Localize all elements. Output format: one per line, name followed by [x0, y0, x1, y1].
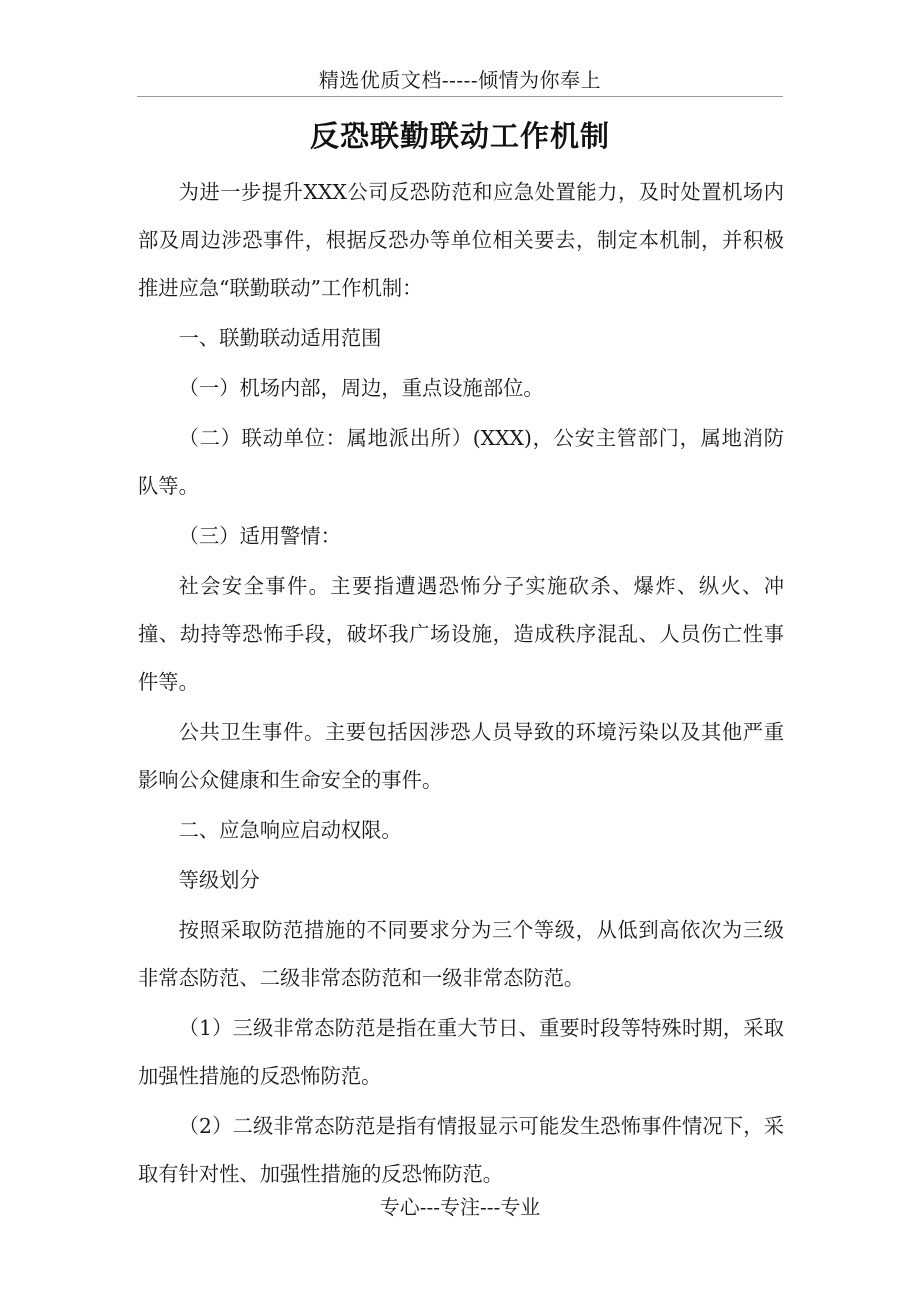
- page-header: 精选优质文档-----倾情为你奉上: [318, 68, 602, 92]
- paragraph-public-health: 公共卫生事件。主要包括因涉恐人员导致的环境污染以及其他严重影响公众健康和生命安全的事件。: [138, 720, 784, 792]
- section-heading-scope: 一、联勤联动适用范围: [178, 326, 382, 350]
- page-footer: 专心---专注---专业: [379, 1195, 541, 1219]
- section-heading-response: 二、应急响应启动权限。: [178, 818, 402, 842]
- paragraph-intro: 为进一步提升XXX公司反恐防范和应急处置能力，及时处置机场内部及周边涉恐事件，根据反恐办等单位相关要去，制定本机制，并积极推进应急“联勤联动”工作机制：: [138, 180, 784, 300]
- paragraph-scope-3: （三）适用警情：: [178, 524, 341, 548]
- document-body: [138, 168, 784, 1200]
- paragraph-level-2: （2）二级非常态防范是指有情报显示可能发生恐怖事件情况下，采取有针对性、加强性措施的反恐怖防范。: [138, 1114, 784, 1186]
- paragraph-levels: 按照采取防范措施的不同要求分为三个等级，从低到高依次为三级非常态防范、二级非常态防范和一级非常态防范。: [138, 918, 784, 990]
- paragraph-social-security: 社会安全事件。主要指遭遇恐怖分子实施砍杀、爆炸、纵火、冲撞、劫持等恐怖手段，破坏我广场设施，造成秩序混乱、人员伤亡性事件等。: [138, 574, 784, 694]
- subheading-levels: 等级划分: [178, 868, 260, 892]
- document-title: 反恐联勤联动工作机制: [309, 119, 610, 153]
- header-divider: [137, 96, 783, 97]
- paragraph-scope-2: （二）联动单位：属地派出所）(XXX)，公安主管部门，属地消防队等。: [138, 426, 784, 498]
- paragraph-level-3: （1）三级非常态防范是指在重大节日、重要时段等特殊时期，采取加强性措施的反恐怖防范。: [138, 1016, 784, 1088]
- paragraph-scope-1: （一）机场内部，周边，重点设施部位。: [178, 376, 544, 400]
